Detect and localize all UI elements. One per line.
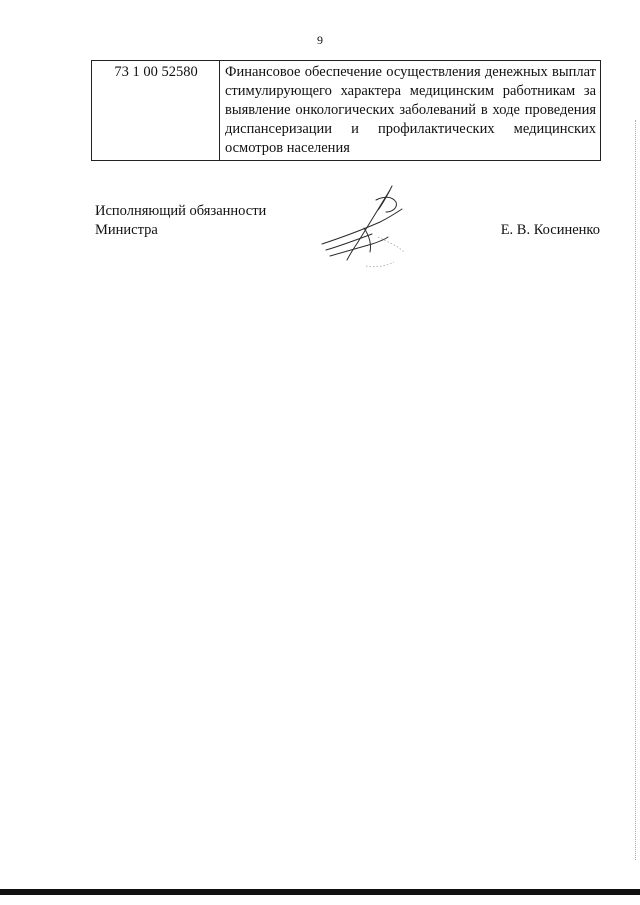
classification-code: 73 1 00 52580 <box>92 61 220 161</box>
page-number: 9 <box>317 33 323 47</box>
signer-title-line-2: Министра <box>95 222 158 238</box>
signer-title <box>95 202 266 240</box>
signer-name: Е. В. Косиненко <box>500 222 600 238</box>
signer-title-line-1: Исполняющий обязанности <box>95 203 267 219</box>
handwritten-signature <box>318 182 413 272</box>
scan-bottom-border <box>0 889 640 895</box>
budget-classification-table <box>91 60 601 161</box>
table-row <box>92 61 601 161</box>
scan-edge-artifact <box>634 120 636 860</box>
classification-description: Финансовое обеспечение осуществления денежных выплат стимулирующего характера медицинским работникам за выявление онкологических заболеваний в ходе проведения диспансеризации и профилактических медицинских осмотров населения <box>220 61 601 161</box>
